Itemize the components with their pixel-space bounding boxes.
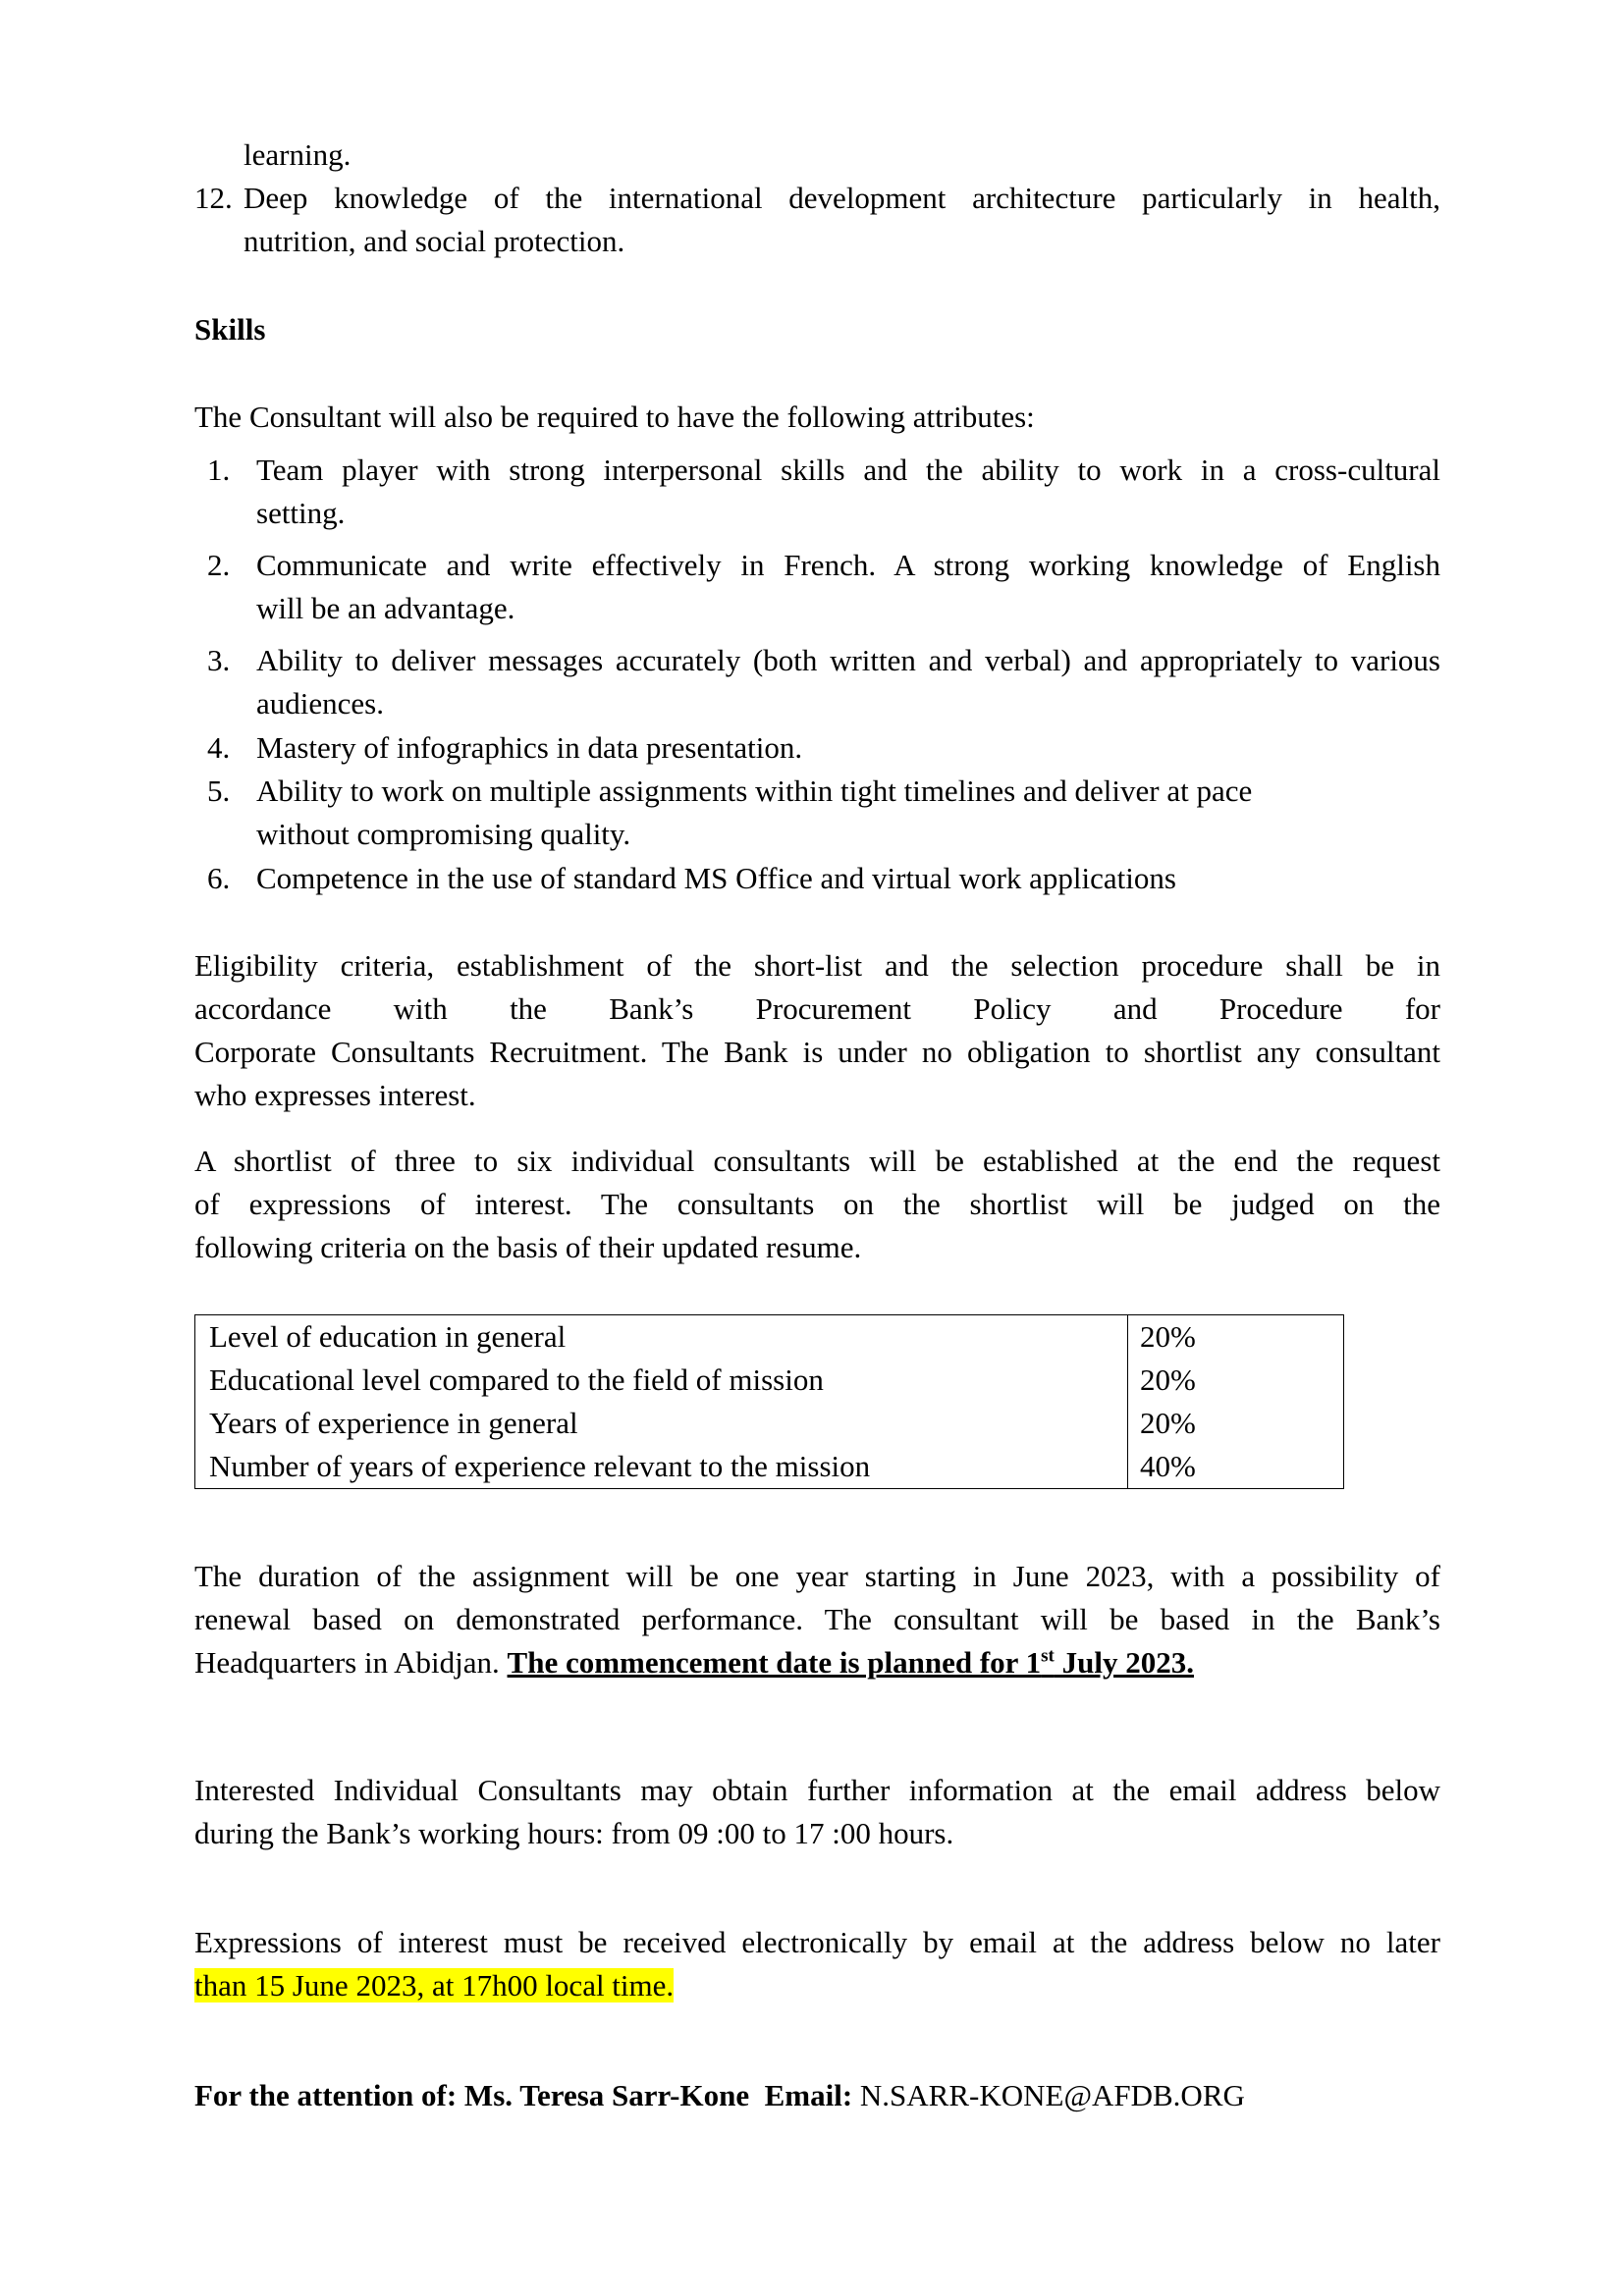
weight-cell: 40% [1128,1445,1344,1489]
paragraph-line: renewal based on demonstrated performance. The consultant will be based in the Bank’s [194,1602,1440,1636]
paragraph-line: following criteria on the basis of their updated resume. [194,1230,862,1264]
paragraph-line [194,1964,674,2007]
list-item-text: audiences. [256,686,384,721]
criteria-table [194,1314,1344,1489]
list-number: 6. [207,861,231,895]
criterion-cell: Number of years of experience relevant to the mission [195,1445,1128,1489]
list-item-text: Mastery of infographics in data presentation. [256,730,803,765]
list-item-text: without compromising quality. [256,817,631,851]
plain-text: Headquarters in Abidjan. [194,1645,508,1680]
list-number: 3. [207,643,231,677]
attention-label: For the attention of: Ms. Teresa Sarr-Kone Email: [194,2078,853,2112]
paragraph-line: Corporate Consultants Recruitment. The Bank is under no obligation to shortlist any consultant [194,1035,1440,1069]
paragraph-line: The duration of the assignment will be one year starting in June 2023, with a possibility of [194,1559,1440,1593]
table-row [195,1402,1344,1445]
paragraph-line: Interested Individual Consultants may obtain further information at the email address below [194,1773,1440,1807]
highlighted-deadline: than 15 June 2023, at 17h00 local time. [194,1968,675,2002]
list-item-text: nutrition, and social protection. [244,224,625,258]
paragraph-line: of expressions of interest. The consultants on the shortlist will be judged on the [194,1187,1440,1221]
paragraph-line: A shortlist of three to six individual consultants will be established at the end the request [194,1144,1440,1178]
list-item-text: Deep knowledge of the international development architecture particularly in health, [244,181,1440,215]
paragraph-line: accordance with the Bank’s Procurement Policy and Procedure for [194,991,1440,1026]
paragraph-line [194,1641,1194,1684]
list-item-text: will be an advantage. [256,591,515,625]
list-item-text: Ability to work on multiple assignments within tight timelines and deliver at pace [256,774,1253,808]
table-row [195,1445,1344,1489]
list-number: 5. [207,774,231,808]
paragraph-line: Eligibility criteria, establishment of the short-list and the selection procedure shall be in [194,948,1440,983]
list-item-text: Communicate and write effectively in French. A strong working knowledge of English [256,548,1440,582]
list-continuation: learning. [244,137,352,172]
weight-cell: 20% [1128,1402,1344,1445]
list-number: 4. [207,730,231,765]
list-item-text: setting. [256,496,346,530]
contact-email: N.SARR-KONE@AFDB.ORG [852,2078,1245,2112]
criterion-cell: Years of experience in general [195,1402,1128,1445]
list-item-text: Competence in the use of standard MS Office and virtual work applications [256,861,1176,895]
weight-cell: 20% [1128,1359,1344,1402]
attention-line [194,2074,1245,2117]
list-number: 12. [194,181,233,215]
paragraph-line: Expressions of interest must be received electronically by email at the address below no later [194,1925,1440,1959]
list-item-text: Team player with strong interpersonal skills and the ability to work in a cross-cultural [256,453,1440,487]
table-row [195,1315,1344,1360]
list-number: 2. [207,548,231,582]
paragraph-line: who expresses interest. [194,1078,476,1112]
criterion-cell: Educational level compared to the field of mission [195,1359,1128,1402]
paragraph-line: during the Bank’s working hours: from 09 :00 to 17 :00 hours. [194,1816,954,1850]
list-number: 1. [207,453,231,487]
skills-heading: Skills [194,312,266,347]
skills-intro: The Consultant will also be required to have the following attributes: [194,400,1035,434]
weight-cell: 20% [1128,1315,1344,1360]
criterion-cell: Level of education in general [195,1315,1128,1360]
list-item-text: Ability to deliver messages accurately (both written and verbal) and appropriately to various [256,643,1440,677]
table-row [195,1359,1344,1402]
commencement-date-text: The commencement date is planned for 1st July 2023. [507,1645,1194,1680]
